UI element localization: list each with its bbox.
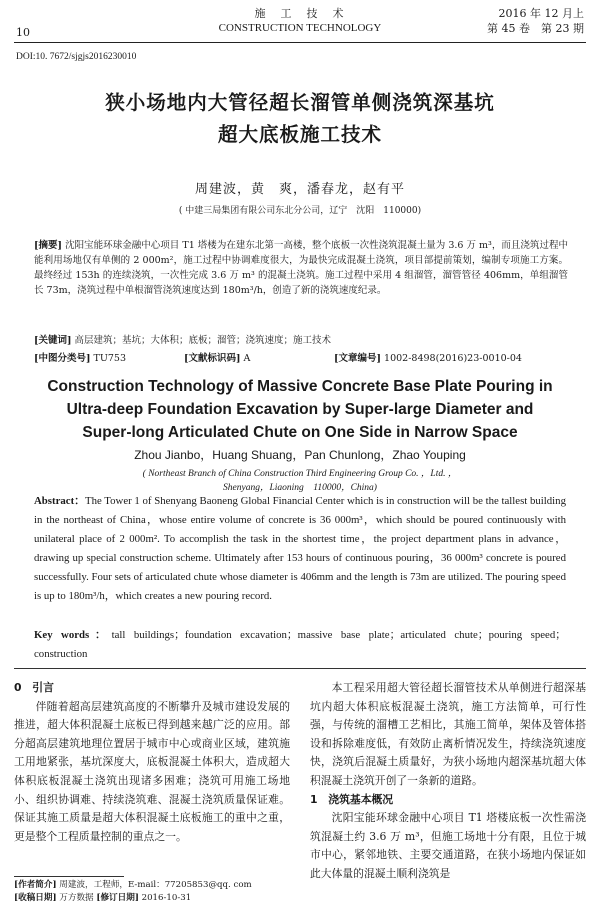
title-cn-line-2: 超大底板施工技术 (217, 123, 382, 146)
keywords-cn-text: 高层建筑；基坑；大体积；底板；溜管；浇筑速度；施工技术 (74, 335, 332, 346)
footnote-revised-label: [修订日期] (96, 893, 139, 903)
issue-info (487, 6, 584, 36)
journal-name-en: CONSTRUCTION TECHNOLOGY (218, 22, 382, 34)
doc-code-value: A (243, 353, 251, 364)
left-column (14, 679, 290, 846)
footnote-rule (14, 876, 124, 877)
footnote-received-label: [收稿日期] (14, 893, 57, 903)
section-1-heading: 1 浇筑基本概况 (310, 792, 394, 806)
clc-label: [中图分类号] (34, 353, 91, 364)
doc-code-label: [文献标识码] (184, 353, 241, 364)
article-number (334, 350, 522, 364)
footnote (14, 879, 304, 905)
title-en-line-1: Construction Technology of Massive Concrete Base Plate Pouring in (47, 378, 553, 395)
article-no-value: 1002-8498(2016)23-0010-04 (384, 353, 522, 364)
header-rule (14, 42, 586, 43)
journal-name-cn: 施 工 技 术 (254, 7, 346, 20)
right-paragraph-1: 本工程采用超大管径超长溜管技术从单侧进行超深基坑内超大体积底板混凝土浇筑，施工方法简单，可行性强，与传统的溜槽工艺相比，其施工简单，架体及管体搭设和拆除难度低，有效防止离析情况发生，持续浇筑速度快，浇筑后混凝土质量好，为狭小场地内超深基坑超大体积混凝土浇筑开创了一条新的道路。 (310, 681, 586, 787)
section-1-paragraph: 沈阳宝能环球金融中心项目 T1 塔楼底板一次性需浇筑混凝土约 3.6 万 m³，但施工场地十分有限，且位于城市中心，紧邻地铁、主要交通道路，在狭小场地内保证如此大体量的混凝土顺利浇筑是 (310, 811, 586, 880)
keywords-en (34, 626, 566, 664)
footnote-author-text: 周建波，工程师，E-mail：77205853@qq. com (59, 880, 252, 890)
classification-row (34, 350, 568, 366)
title-en-line-3: Super-long Articulated Chute on One Side in Narrow Space (82, 424, 518, 441)
keywords-cn (34, 333, 568, 348)
section-rule (14, 668, 586, 669)
clc-value: TU753 (93, 353, 127, 364)
abstract-cn-text: 沈阳宝能环球金融中心项目 T1 塔楼为在建东北第一高楼，整个底板一次性浇筑混凝土量为 3.6 万 m³，而且浇筑过程中能利用场地仅有单侧的 2 000m²，施工过程中协调难度很大，为最快完成混凝土浇筑，项目部提前策划，编制专项施工方案。最终经过 153h 的连续浇筑，一次性完成 3.6 万 m³ 的混凝土浇筑。施工过程中采用 4 组溜管，溜管管径 406mm，单组溜管长 73m，浇筑过程中单根溜管浇筑速度达到 180m³/h，创造了新的浇筑速度纪录。 (34, 240, 568, 296)
title-cn-line-1: 狭小场地内大管径超长溜管单侧浇筑深基坑 (105, 91, 495, 114)
footnote-author (14, 879, 304, 892)
keywords-en-text: tall buildings；foundation excavation；massive base plate；articulated chute；pouring speed；construction (34, 629, 567, 660)
right-column (310, 679, 586, 884)
section-0-heading: 0 引言 (14, 681, 54, 694)
footnote-received-text: 万方数据 (59, 893, 94, 903)
affiliation-en-line-2: Shenyang，Liaoning 110000，China) (223, 483, 377, 493)
section-0-paragraph: 伴随着超高层建筑高度的不断攀升及城市建设发展的推进，超大体积混凝土底板已得到越来越广泛的应用。部分超高层建筑地理位置居于城市中心或商业区域，建筑施工用地紧张，基坑深度大，底板混凝土体积大，造成超大体积底板混凝土浇筑出现诸多困难；浇筑可用施工场地小、组织协调难、持续浇筑难、混凝土浇筑质量保证难。保证其施工质量是超大体积混凝土底板施工的重中之重，更是整个工程质量控制的重点之一。 (14, 699, 290, 843)
article-no-label: [文章编号] (334, 353, 381, 364)
keywords-en-label: Key words： (34, 629, 112, 641)
issue-date: 2016 年 12 月上 (498, 7, 584, 20)
footnote-author-label: [作者简介] (14, 880, 57, 890)
authors-en: Zhou Jianbo，Huang Shuang，Pan Chunlong，Zhao Youping (134, 448, 466, 462)
abstract-en-label: Abstract： (34, 495, 85, 507)
volume-issue: 第 45 卷 第 23 期 (487, 22, 584, 35)
clc-code (34, 350, 126, 364)
affiliation-cn: ( 中建三局集团有限公司东北分公司，辽宁 沈阳 110000) (178, 206, 422, 216)
keywords-cn-label: [关键词] (34, 335, 72, 346)
abstract-en-text: The Tower 1 of Shenyang Baoneng Global Financial Center which is in construction will be the tallest building in the northeast of China，whose entire volume of concrete is 36 000m³，which should be poured continuously with unilateral place of 2 000m². To accomplish the task in the shortest time，the project department plans in advance，drawing up special construction scheme. Ultimately after 153 hours of continuous pouring，36 000m³ concrete is poured successfully. Four sets of articulated chute whose diameter is 406mm and the length is 73m are utilized. The pouring speed is up to 180m³/h，which creates a new pouring record. (34, 495, 566, 602)
doi: DOI:10. 7672/sjgjs2016230010 (16, 52, 137, 62)
abstract-cn-label: [摘要] (34, 240, 63, 251)
doc-code (184, 350, 250, 364)
affiliation-en-line-1: ( Northeast Branch of China Construction Third Engineering Group Co. ，Ltd. ， (142, 469, 458, 479)
title-en-line-2: Ultra-deep Foundation Excavation by Super-large Diameter and (66, 401, 534, 418)
authors-cn: 周建波，黄 爽，潘春龙，赵有平 (194, 182, 405, 197)
page-number: 10 (16, 26, 30, 39)
title-en (20, 375, 580, 444)
footnote-revised-text: 2016-10-31 (141, 893, 192, 903)
footnote-dates (14, 892, 304, 905)
abstract-cn (34, 238, 568, 298)
abstract-en (34, 492, 566, 606)
